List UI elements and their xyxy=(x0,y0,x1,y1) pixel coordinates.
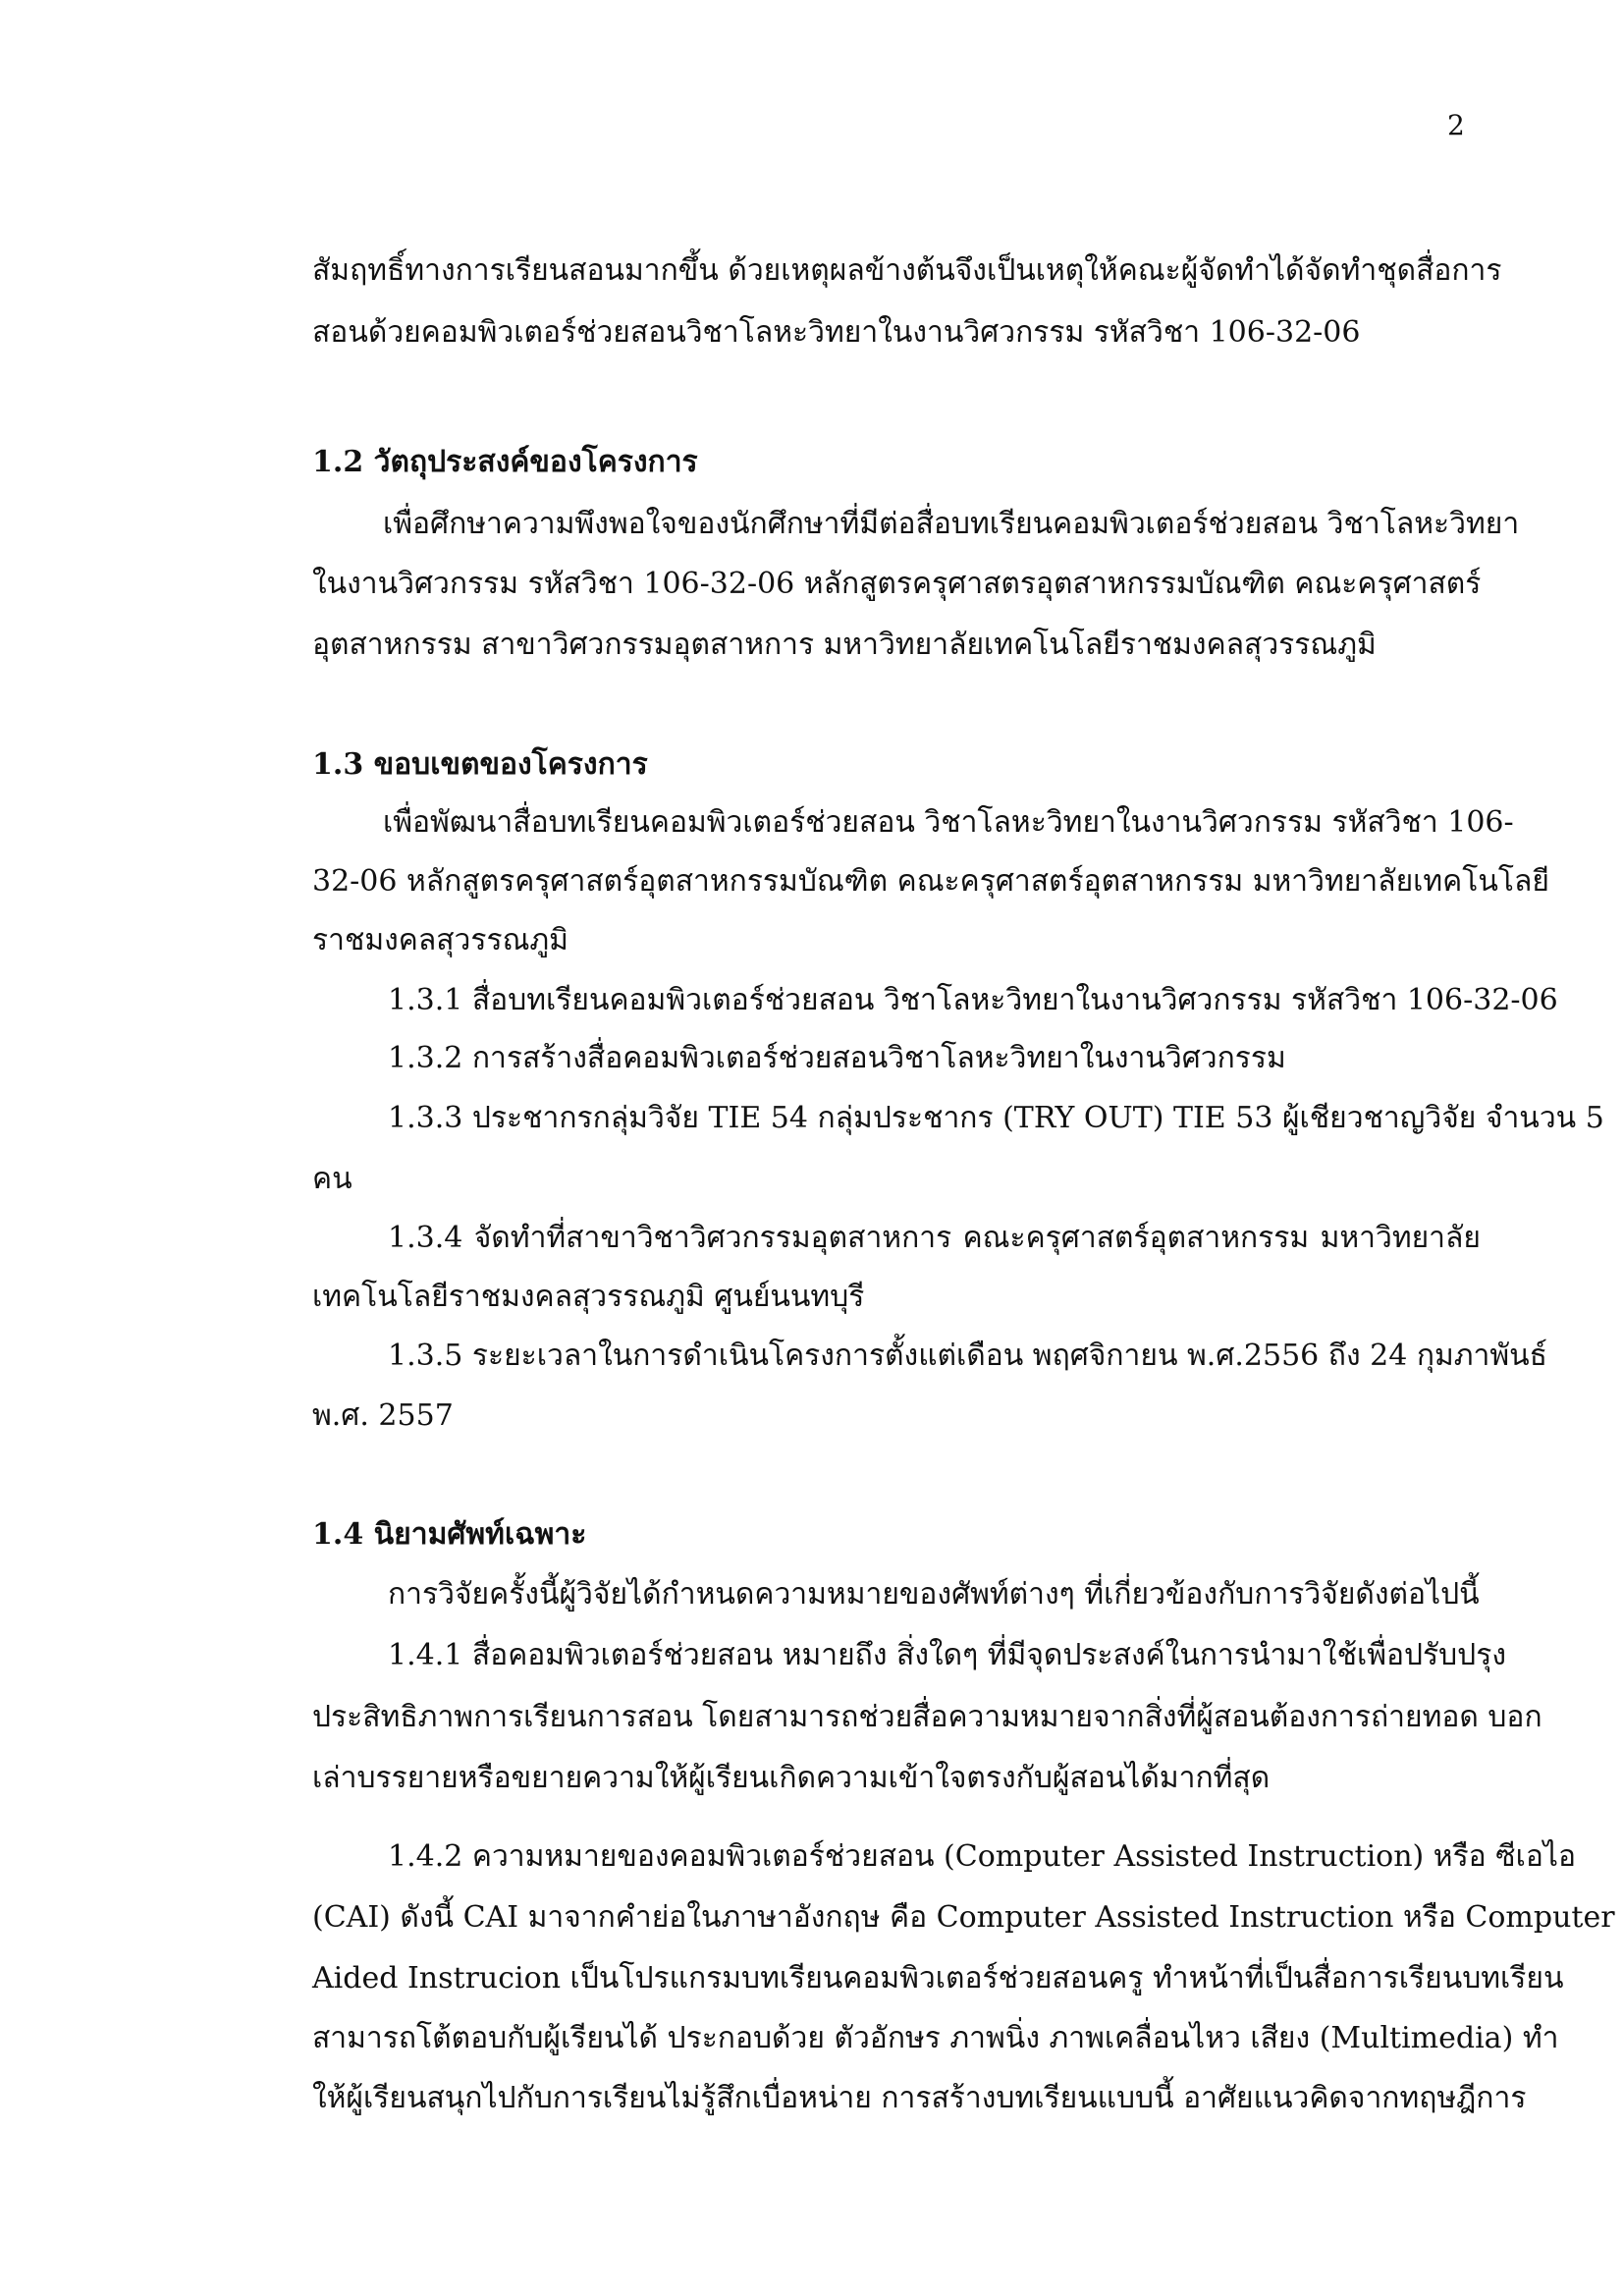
section-1-2-line-1: เพื่อศึกษาความพึงพอใจของนักศึกษาที่มีต่อสื่อบทเรียนคอมพิวเตอร์ช่วยสอน วิชาโลหะวิทยา xyxy=(383,507,1520,541)
section-1-2-line-2: ในงานวิศวกรรม รหัสวิชา 106-32-06 หลักสูตรครุศาสตรอุตสาหกรรมบัณฑิต คณะครุศาสตร์ xyxy=(312,567,1482,601)
section-1-3-item-5-line-1: 1.3.5 ระยะเวลาในการดำเนินโครงการตั้งแต่เดือน พฤศจิกายน พ.ศ.2556 ถึง 24 กุมภาพันธ์ xyxy=(388,1339,1547,1373)
section-1-3-item-5-line-2: พ.ศ. 2557 xyxy=(312,1398,454,1433)
section-1-3-heading: 1.3 ขอบเขตของโครงการ xyxy=(312,747,648,782)
section-1-4-heading: 1.4 นิยามศัพท์เฉพาะ xyxy=(312,1517,587,1552)
section-1-3-line-3: ราชมงคลสุวรรณภูมิ xyxy=(312,923,568,957)
section-1-4-item-1-line-1: 1.4.1 สื่อคอมพิวเตอร์ช่วยสอน หมายถึง สิ่งใดๆ ที่มีจุดประสงค์ในการนำมาใช้เพื่อปรับปรุง xyxy=(388,1638,1506,1672)
intro-line-2: สอนด้วยคอมพิวเตอร์ช่วยสอนวิชาโลหะวิทยาในงานวิศวกรรม รหัสวิชา 106-32-06 xyxy=(312,315,1361,350)
section-1-4-item-1-line-3: เล่าบรรยายหรือขยายความให้ผู้เรียนเกิดความเข้าใจตรงกับผู้สอนได้มากที่สุด xyxy=(312,1761,1271,1795)
section-1-2-line-3: อุตสาหกรรม สาขาวิศวกรรมอุตสาหการ มหาวิทยาลัยเทคโนโลยีราชมงคลสุวรรณภูมิ xyxy=(312,628,1377,662)
page-number: 2 xyxy=(1447,109,1465,141)
section-1-3-item-4-line-1: 1.3.4 จัดทำที่สาขาวิชาวิศวกรรมอุตสาหการ คณะครุศาสตร์อุตสาหกรรม มหาวิทยาลัย xyxy=(388,1221,1481,1255)
section-1-4-item-2-line-4: สามารถโต้ตอบกับผู้เรียนได้ ประกอบด้วย ตัวอักษร ภาพนิ่ง ภาพเคลื่อนไหว เสียง (Multimedia) ทำ xyxy=(312,2021,1559,2055)
section-1-3-line-2: 32-06 หลักสูตรครุศาสตร์อุตสาหกรรมบัณฑิต คณะครุศาสตร์อุตสาหกรรม มหาวิทยาลัยเทคโนโลยี xyxy=(312,864,1549,899)
section-1-4-item-2-line-3: Aided Instrucion เป็นโปรแกรมบทเรียนคอมพิวเตอร์ช่วยสอนครู ทำหน้าที่เป็นสื่อการเรียนบทเรียน xyxy=(312,1961,1564,1995)
section-1-4-item-1-line-2: ประสิทธิภาพการเรียนการสอน โดยสามารถช่วยสื่อความหมายจากสิ่งที่ผู้สอนต้องการถ่ายทอด บอก xyxy=(312,1700,1542,1734)
section-1-2-heading: 1.2 วัตถุประสงค์ของโครงการ xyxy=(312,445,698,479)
section-1-4-intro: การวิจัยครั้งนี้ผู้วิจัยได้กำหนดความหมายของศัพท์ต่างๆ ที่เกี่ยวข้องกับการวิจัยดังต่อไปนี้ xyxy=(388,1577,1480,1612)
section-1-4-item-2-line-5: ให้ผู้เรียนสนุกไปกับการเรียนไม่รู้สึกเบื่อหน่าย การสร้างบทเรียนแบบนี้ อาศัยแนวคิดจากทฤษฎีการ xyxy=(312,2081,1527,2115)
section-1-3-item-2: 1.3.2 การสร้างสื่อคอมพิวเตอร์ช่วยสอนวิชาโลหะวิทยาในงานวิศวกรรม xyxy=(388,1041,1286,1075)
section-1-3-item-4-line-2: เทคโนโลยีราชมงคลสุวรรณภูมิ ศูนย์นนทบุรี xyxy=(312,1280,865,1314)
section-1-4-item-2-line-2: (CAI) ดังนี้ CAI มาจากคำย่อในภาษาอังกฤษ คือ Computer Assisted Instruction หรือ Computer xyxy=(312,1900,1615,1935)
section-1-3-line-1: เพื่อพัฒนาสื่อบทเรียนคอมพิวเตอร์ช่วยสอน วิชาโลหะวิทยาในงานวิศวกรรม รหัสวิชา 106- xyxy=(383,805,1514,840)
section-1-3-item-3-line-1: 1.3.3 ประชากรกลุ่มวิจัย TIE 54 กลุ่มประชากร (TRY OUT) TIE 53 ผู้เชียวชาญวิจัย จำนวน 5 xyxy=(388,1101,1604,1135)
section-1-4-item-2-line-1: 1.4.2 ความหมายของคอมพิวเตอร์ช่วยสอน (Computer Assisted Instruction) หรือ ซีเอไอ xyxy=(388,1839,1576,1874)
section-1-3-item-1: 1.3.1 สื่อบทเรียนคอมพิวเตอร์ช่วยสอน วิชาโลหะวิทยาในงานวิศวกรรม รหัสวิชา 106-32-06 xyxy=(388,983,1558,1017)
intro-line-1: สัมฤทธิ์ทางการเรียนสอนมากขึ้น ด้วยเหตุผลข้างต้นจึงเป็นเหตุให้คณะผู้จัดทำได้จัดทำชุดสื่อการ xyxy=(312,253,1502,288)
section-1-3-item-3-line-2: คน xyxy=(312,1162,352,1196)
